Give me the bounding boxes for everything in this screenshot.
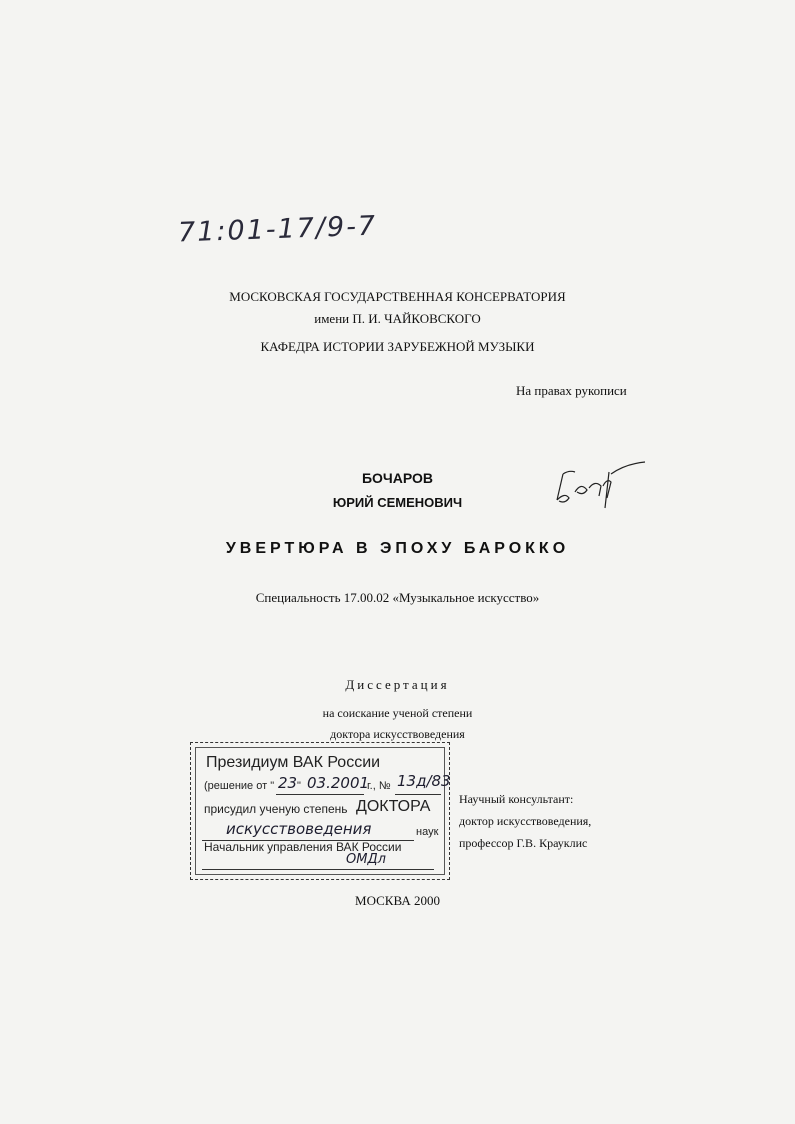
institution-dedication: имени П. И. ЧАЙКОВСКОГО [314, 311, 481, 326]
city-year: МОСКВА 2000 [355, 893, 440, 908]
institution-name: МОСКОВСКАЯ ГОСУДАРСТВЕННАЯ КОНСЕРВАТОРИЯ [229, 289, 566, 304]
rights-note: На правах рукописи [516, 383, 627, 398]
stamp-head-signature: ОМДл [346, 852, 386, 867]
archive-code: 71:01-17/9-7 [177, 210, 378, 249]
stamp-signature-underline [202, 869, 434, 870]
author-name: ЮРИЙ СЕМЕНОВИЧ [332, 495, 463, 510]
author-surname: БОЧАРОВ [361, 470, 434, 486]
purpose-line-2: доктора искусствоведения [330, 727, 465, 741]
consultant-label: Научный консультант: [459, 792, 574, 806]
author-signature [545, 452, 655, 512]
dissertation-title: УВЕРТЮРА В ЭПОХУ БАРОККО [225, 540, 570, 557]
stamp-decision-year-suffix: г., № [367, 780, 391, 792]
document-type: Диссертация [345, 677, 450, 692]
stamp-date-underline [276, 794, 364, 795]
department-name: КАФЕДРА ИСТОРИИ ЗАРУБЕЖНОЙ МУЗЫКИ [260, 339, 535, 354]
stamp-decision-number: 13д/83 [397, 772, 451, 790]
consultant-degree: доктор искусствоведения, [459, 814, 592, 828]
vak-stamp [190, 742, 452, 882]
specialty: Специальность 17.00.02 «Музыкальное искусство» [255, 590, 540, 605]
stamp-degree: ДОКТОРА [356, 798, 431, 815]
stamp-awarded: присудил ученую степень [204, 802, 348, 816]
stamp-number-underline [395, 794, 441, 795]
stamp-decision-day: 23 [278, 774, 298, 792]
consultant-name: профессор Г.В. Крауклис [459, 836, 588, 850]
stamp-header: Президиум ВАК России [206, 754, 381, 771]
stamp-decision-quote: " [297, 780, 301, 792]
stamp-head: Начальник управления ВАК России [204, 840, 402, 854]
stamp-decision-prefix: (решение от " [204, 780, 275, 792]
stamp-field-suffix: наук [416, 826, 439, 838]
stamp-decision-date: 03.2001 [307, 774, 370, 792]
stamp-field: искусствоведения [226, 820, 372, 838]
purpose-line-1: на соискание ученой степени [322, 706, 473, 720]
